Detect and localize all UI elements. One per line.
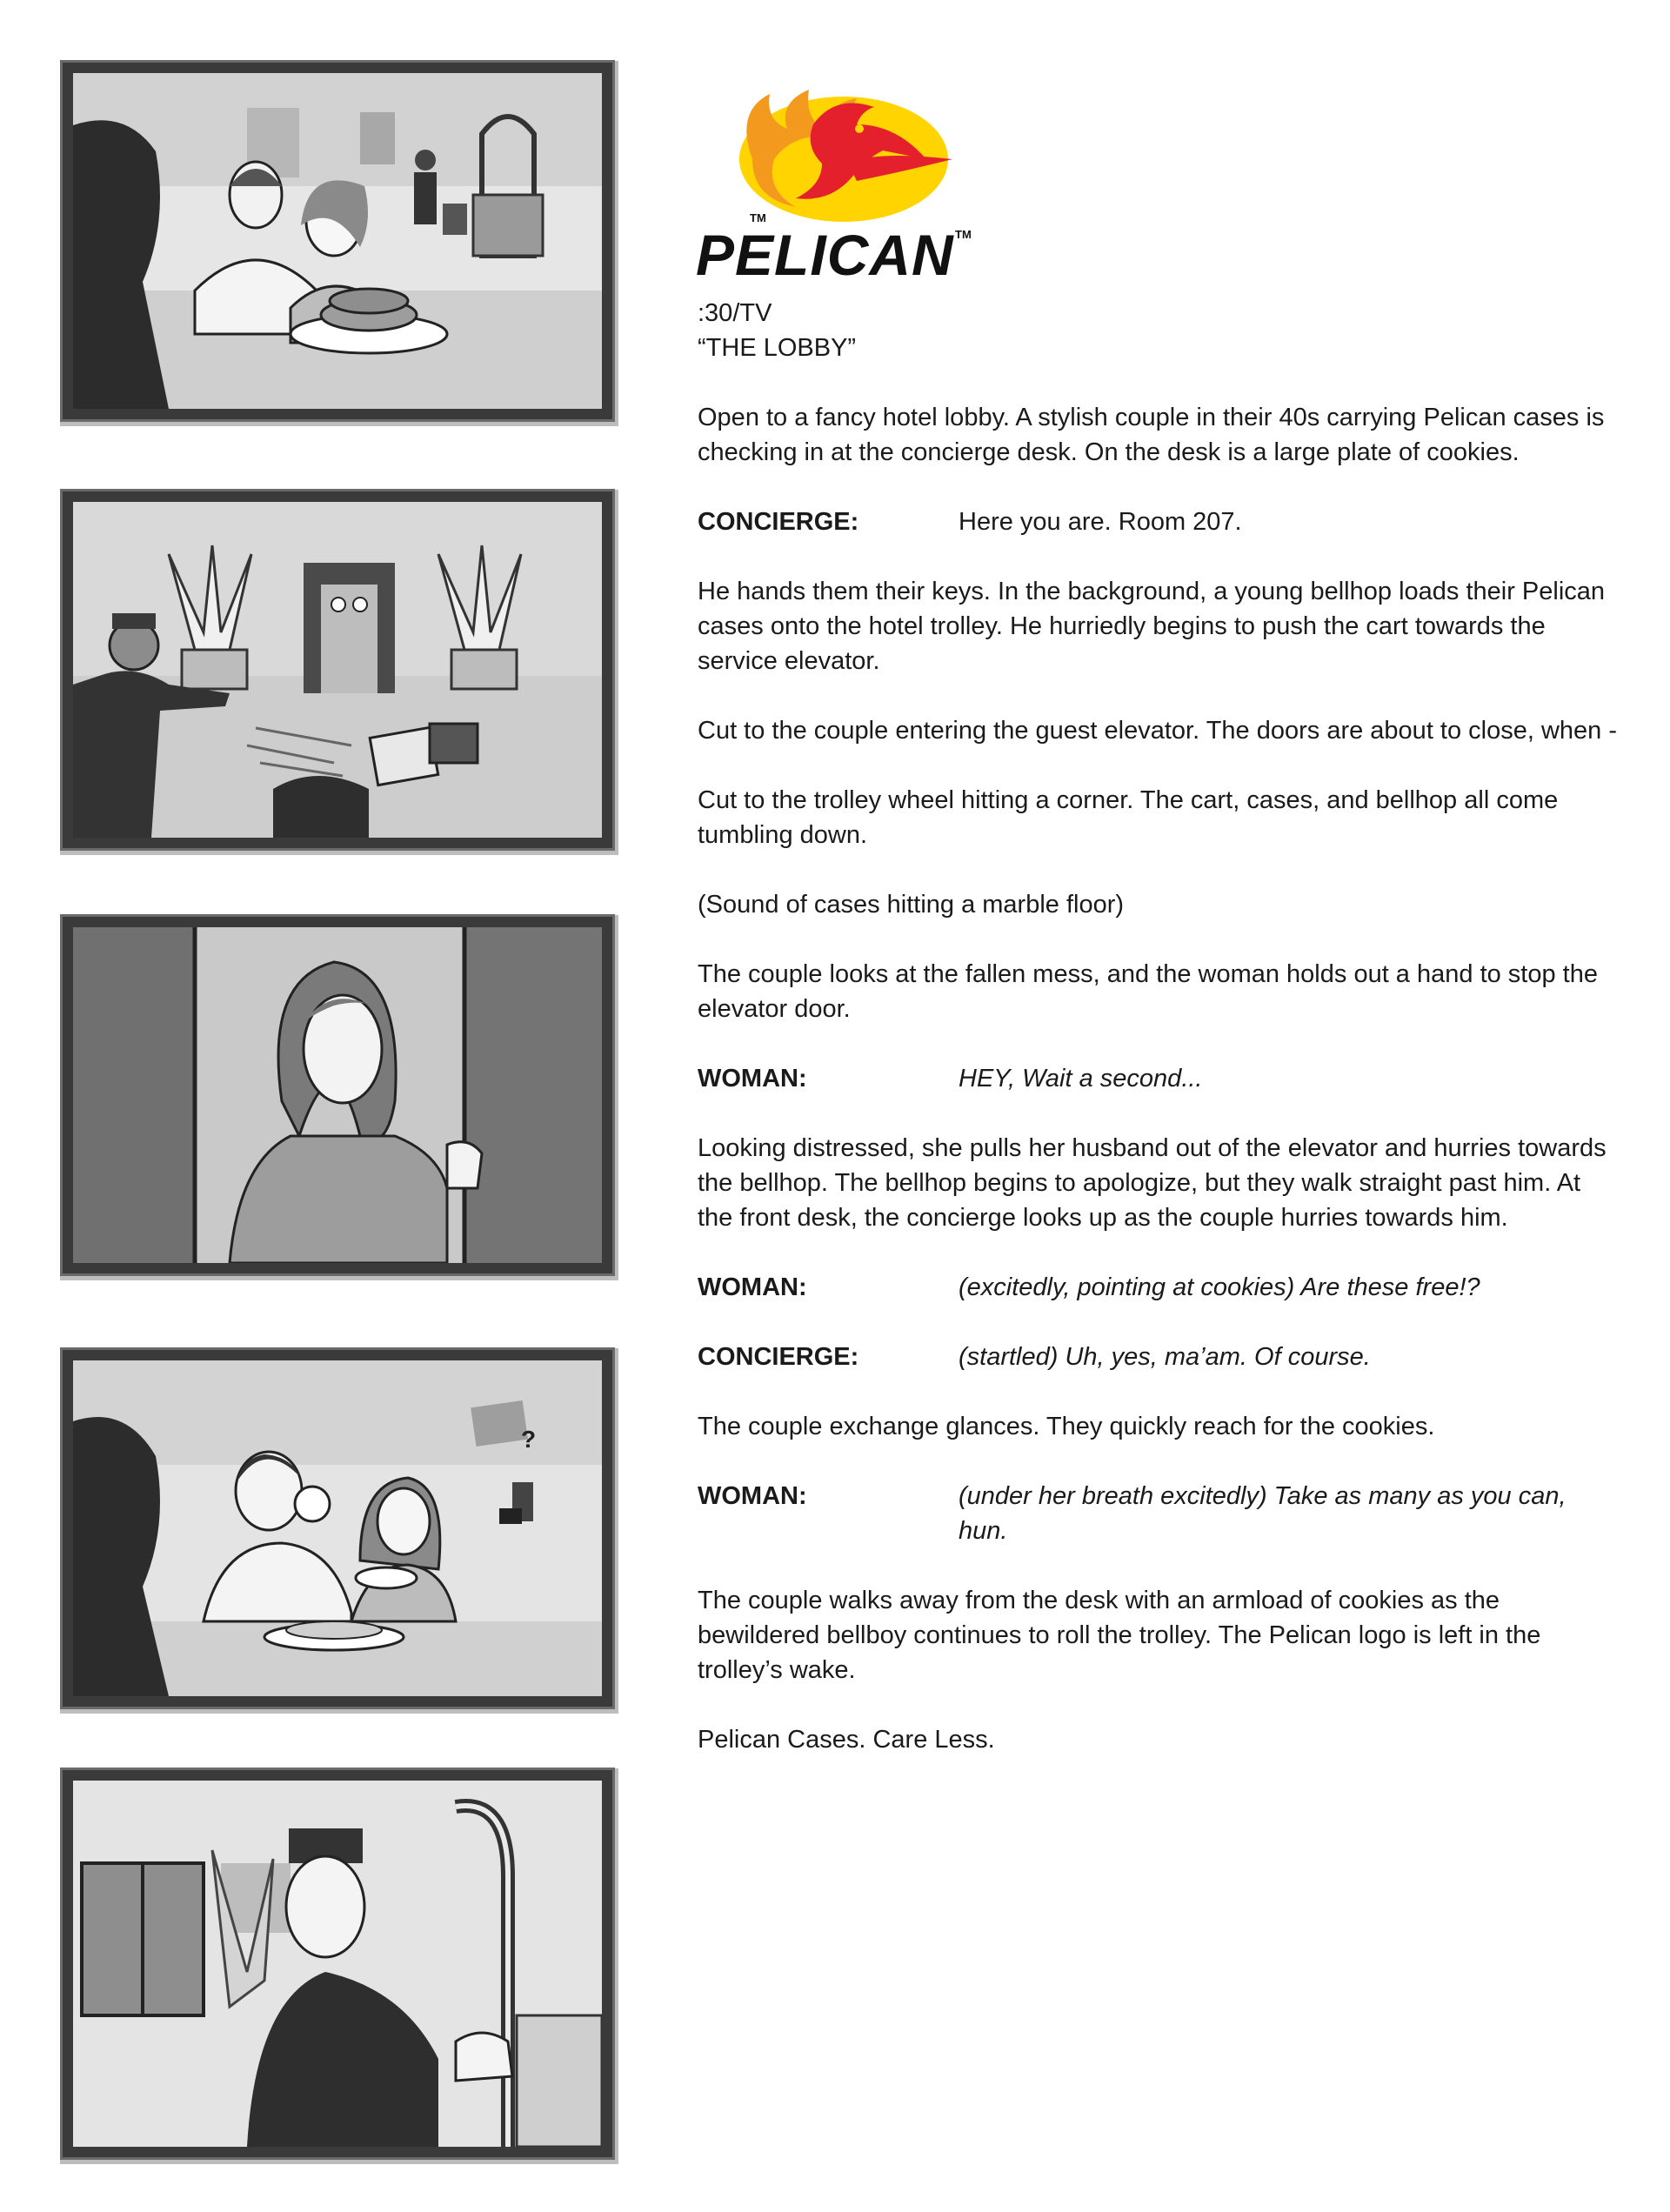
speaker-label: CONCIERGE: xyxy=(698,1343,859,1371)
dialogue-text: (startled) Uh, yes, ma’am. Of course. xyxy=(959,1343,1371,1371)
scene-paragraph-6: The couple looks at the fallen mess, and the woman holds out a hand to stop the elevator door. xyxy=(698,960,1598,1023)
storyboard-frame-1 xyxy=(63,63,612,419)
dialogue-line-5 xyxy=(698,1479,1620,1548)
spot-length: :30/TV xyxy=(698,299,772,327)
frame-2-sketch xyxy=(73,502,602,838)
dialogue-text: (under her breath excitedly) Take as many as you can, hun. xyxy=(959,1482,1566,1545)
scene-paragraph-7: Looking distressed, she pulls her husband out of the elevator and hurries towards the bellhop. The bellhop begins to apologize, but they walk straight past him. At the front desk, the concierge looks up as the couple hurries towards him. xyxy=(698,1134,1607,1232)
dialogue-text: (excitedly, pointing at cookies) Are these free!? xyxy=(959,1273,1480,1301)
speaker-label: CONCIERGE: xyxy=(698,508,859,536)
speaker-label: WOMAN: xyxy=(698,1482,807,1510)
speaker-label: WOMAN: xyxy=(698,1273,807,1301)
speaker-label: WOMAN: xyxy=(698,1065,807,1093)
dialogue-text: Here you are. Room 207. xyxy=(959,508,1242,536)
scene-paragraph-9: The couple walks away from the desk with an armload of cookies as the bewildered bellboy continues to roll the trolley. The Pelican logo is left in the trolley’s wake. xyxy=(698,1587,1541,1684)
tagline: Pelican Cases. Care Less. xyxy=(698,1726,995,1754)
question-mark: ? xyxy=(521,1426,537,1453)
spot-title: “THE LOBBY” xyxy=(698,334,857,362)
scene-paragraph-1: Open to a fancy hotel lobby. A stylish couple in their 40s carrying Pelican cases is checking in at the concierge desk. On the desk is a large plate of cookies. xyxy=(698,404,1605,466)
dialogue-text: HEY, Wait a second... xyxy=(959,1065,1203,1093)
trademark-small: TM xyxy=(750,211,766,224)
dialogue-line-1 xyxy=(698,505,1620,539)
frame-1-sketch xyxy=(73,73,602,409)
frame-3-sketch xyxy=(73,927,602,1263)
script-text xyxy=(698,296,1620,1757)
scene-paragraph-5: (Sound of cases hitting a marble floor) xyxy=(698,891,1125,919)
scene-paragraph-4: Cut to the trolley wheel hitting a corner. The cart, cases, and bellhop all come tumbling down. xyxy=(698,786,1559,849)
scene-paragraph-8: The couple exchange glances. They quickly reach for the cookies. xyxy=(698,1413,1435,1440)
frame-4-sketch xyxy=(73,1360,602,1696)
frame-5-sketch xyxy=(73,1781,602,2147)
pelican-bird-icon xyxy=(691,77,979,224)
dialogue-line-2 xyxy=(698,1061,1620,1096)
pelican-wordmark: PELICAN xyxy=(696,223,954,287)
storyboard-frame-2 xyxy=(63,491,612,848)
storyboard-frame-3 xyxy=(63,917,612,1273)
storyboard-frame-5 xyxy=(63,1770,612,2157)
dialogue-line-3 xyxy=(698,1270,1620,1305)
scene-paragraph-3: Cut to the couple entering the guest elevator. The doors are about to close, when - xyxy=(698,717,1618,745)
dialogue-line-4 xyxy=(698,1340,1620,1374)
storyboard-frame-4 xyxy=(63,1350,612,1707)
scene-paragraph-2: He hands them their keys. In the background, a young bellhop loads their Pelican cases onto the hotel trolley. He hurriedly begins to push the cart towards the service elevator. xyxy=(698,578,1606,675)
trademark-wordmark: TM xyxy=(955,228,972,241)
